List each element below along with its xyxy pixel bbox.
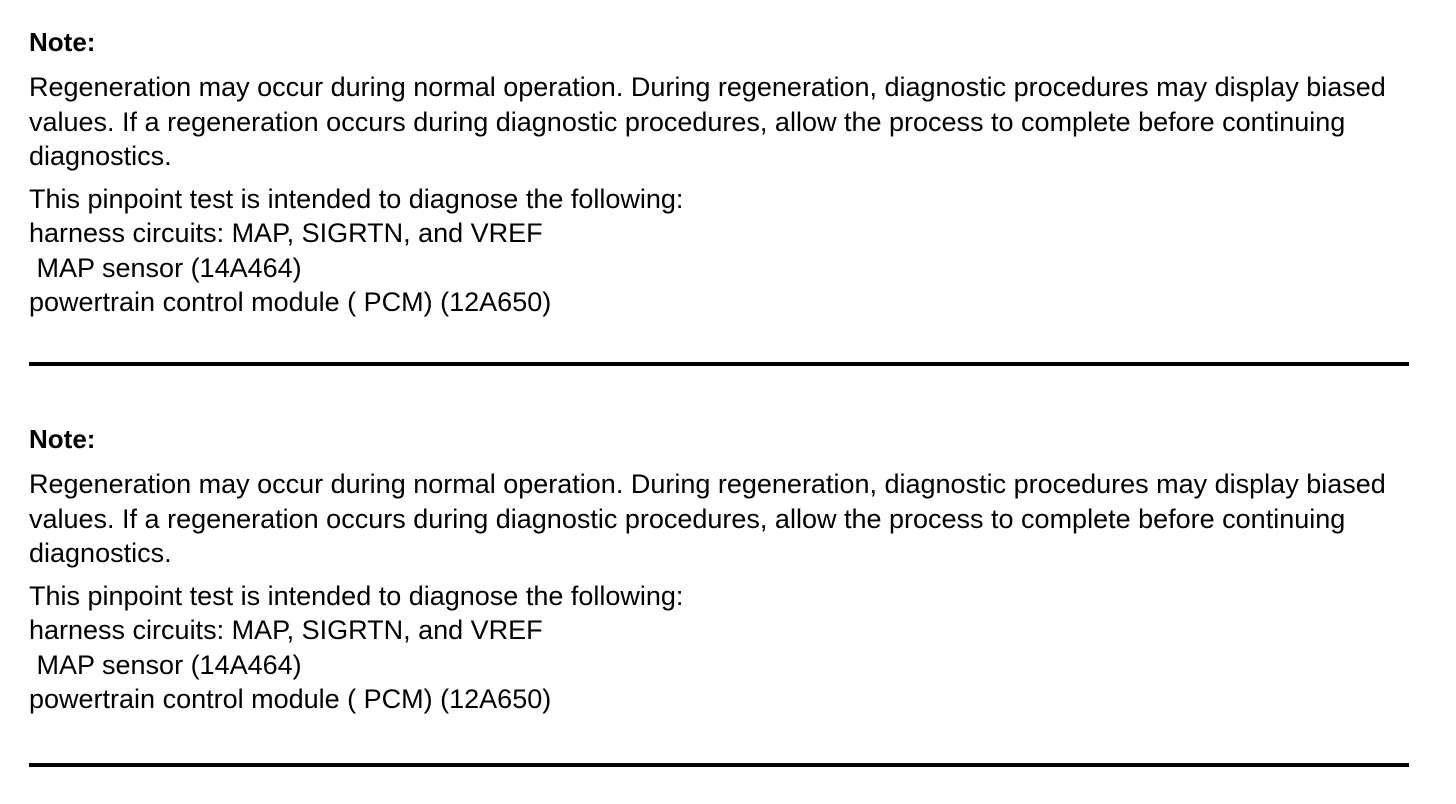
section-divider	[29, 362, 1409, 366]
note-paragraph: Regeneration may occur during normal operation. During regeneration, diagnostic procedures may display biased values. If a regeneration occurs during diagnostic procedures, allow the process to complete before continuing diagnostics.	[29, 72, 1386, 171]
list-item: harness circuits: MAP, SIGRTN, and VREF	[29, 218, 543, 248]
note-heading: Note:	[29, 27, 96, 57]
diagnosis-list	[29, 613, 551, 717]
note-heading: Note:	[29, 424, 96, 454]
note-paragraph: Regeneration may occur during normal operation. During regeneration, diagnostic procedures may display biased values. If a regeneration occurs during diagnostic procedures, allow the process to complete before continuing diagnostics.	[29, 469, 1386, 568]
list-item: MAP sensor (14A464)	[29, 252, 302, 283]
list-item: MAP sensor (14A464)	[29, 649, 302, 680]
list-item: powertrain control module ( PCM) (12A650)	[29, 684, 552, 714]
section-divider	[29, 763, 1409, 767]
list-item: powertrain control module ( PCM) (12A650)	[29, 287, 552, 317]
list-item: harness circuits: MAP, SIGRTN, and VREF	[29, 615, 543, 645]
pinpoint-test-intro: This pinpoint test is intended to diagnose the following:	[29, 581, 684, 611]
diagnosis-list	[29, 216, 551, 320]
pinpoint-test-intro: This pinpoint test is intended to diagnose the following:	[29, 184, 684, 214]
